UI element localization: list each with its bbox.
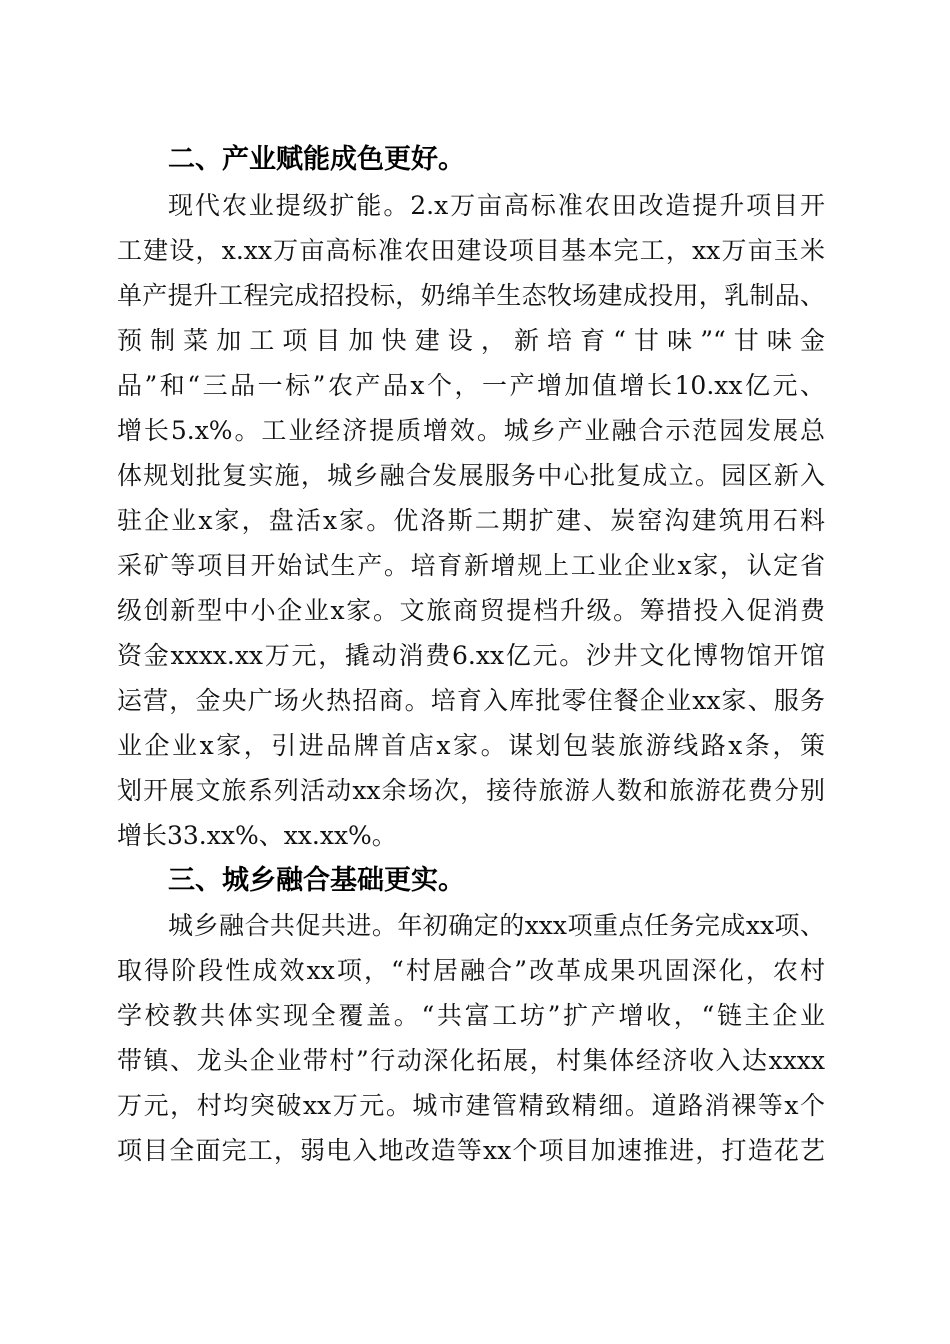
paragraph-line: 万元，村均突破xx万元。城市建管精致精细。道路消裸等x个 xyxy=(117,1091,825,1120)
paragraph-line: 工建设，x.xx万亩高标准农田建设项目基本完工，xx万亩玉米 xyxy=(117,236,825,265)
paragraph-line: 带镇、龙头企业带村”行动深化拓展，村集体经济收入达xxxx xyxy=(117,1046,825,1075)
paragraph-line: 划开展文旅系列活动xx余场次，接待旅游人数和旅游花费分别 xyxy=(117,776,825,805)
paragraph-line: 单产提升工程完成招投标，奶绵羊生态牧场建成投用，乳制品、 xyxy=(117,281,825,310)
paragraph-line: 业企业x家，引进品牌首店x家。谋划包装旅游线路x条，策 xyxy=(117,731,825,760)
paragraph-line: 运营，金央广场火热招商。培育入库批零住餐企业xx家、服务 xyxy=(117,686,825,715)
paragraph-line: 驻企业x家，盘活x家。优洛斯二期扩建、炭窑沟建筑用石料 xyxy=(117,506,825,535)
paragraph-line: 资金xxxx.xx万元，撬动消费6.xx亿元。沙井文化博物馆开馆 xyxy=(117,641,825,670)
paragraph-line: 取得阶段性成效xx项，“村居融合”改革成果巩固深化，农村 xyxy=(117,956,825,985)
paragraph-line: 学校教共体实现全覆盖。“共富工坊”扩产增收，“链主企业 xyxy=(117,1001,825,1030)
section-heading-2: 二、产业赋能成色更好。 xyxy=(168,144,465,175)
paragraph-line: 采矿等项目开始试生产。培育新增规上工业企业x家，认定省 xyxy=(117,551,825,580)
paragraph-line: 增长33.xx%、xx.xx%。 xyxy=(117,821,397,850)
paragraph-line: 预制菜加工项目加快建设，新培育“甘味”“甘味金 xyxy=(117,326,825,355)
paragraph-line: 城乡融合共促共进。年初确定的xxx项重点任务完成xx项、 xyxy=(168,911,825,940)
paragraph-line: 级创新型中小企业x家。文旅商贸提档升级。筹措投入促消费 xyxy=(117,596,825,625)
paragraph-line: 品”和“三品一标”农产品x个，一产增加值增长10.xx亿元、 xyxy=(117,371,825,400)
paragraph-line: 现代农业提级扩能。2.x万亩高标准农田改造提升项目开 xyxy=(168,191,825,220)
paragraph-line: 体规划批复实施，城乡融合发展服务中心批复成立。园区新入 xyxy=(117,461,825,490)
paragraph-line: 项目全面完工，弱电入地改造等xx个项目加速推进，打造花艺 xyxy=(117,1136,825,1165)
paragraph-line: 增长5.x%。工业经济提质增效。城乡产业融合示范园发展总 xyxy=(117,416,825,445)
section-heading-3: 三、城乡融合基础更实。 xyxy=(168,865,465,896)
